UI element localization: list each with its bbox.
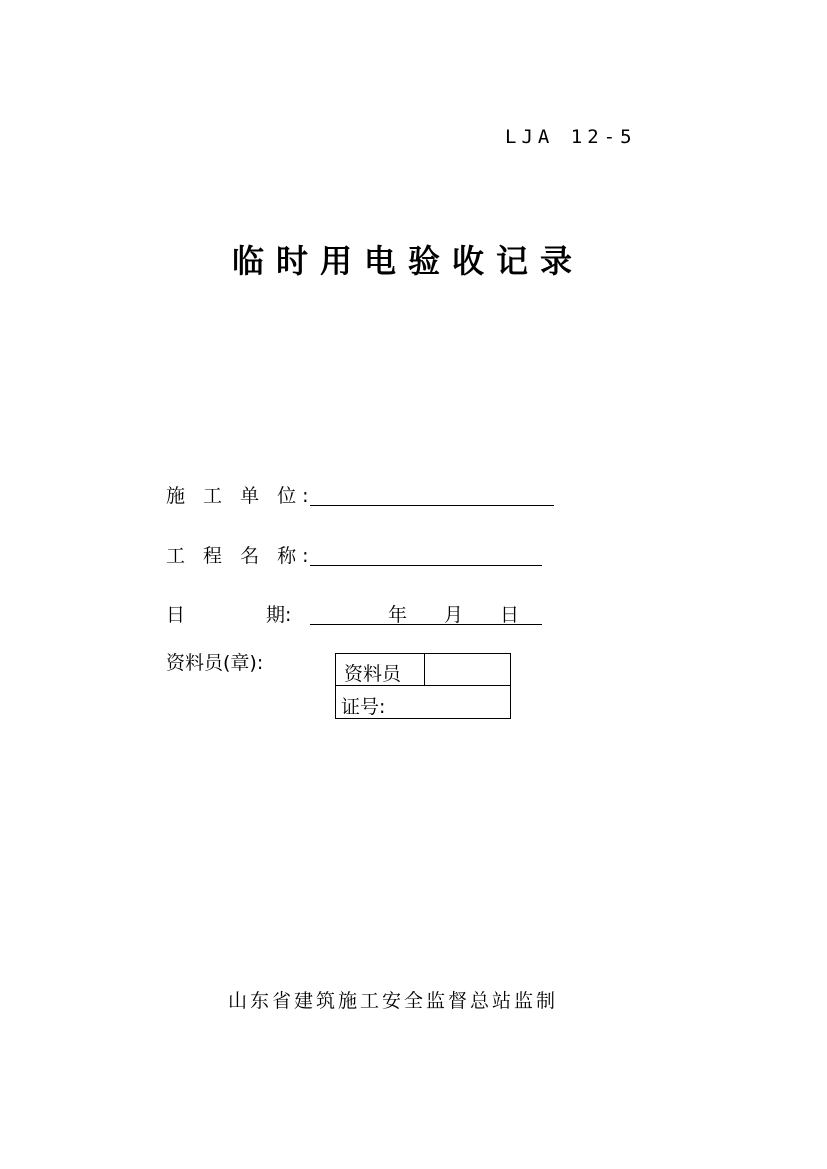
- project-name-label: 工 程 名 称:: [166, 545, 315, 567]
- construction-unit-label: 施 工 单 位:: [166, 485, 315, 507]
- form-code: LJA 12-5: [505, 126, 637, 148]
- stamp-box-title: 资料员: [344, 663, 402, 685]
- date-row: [166, 600, 546, 626]
- date-year: 年: [388, 604, 408, 626]
- stamp-box-cert-label: 证号:: [341, 696, 386, 718]
- project-name-line[interactable]: [310, 565, 542, 566]
- date-label-ri: 日: [166, 604, 186, 626]
- document-title: 临时用电验收记录: [232, 242, 585, 280]
- stamp-box: [335, 653, 511, 719]
- stamp-label: 资料员(章):: [166, 652, 264, 674]
- supervisor-footer: 山东省建筑施工安全监督总站监制: [228, 990, 559, 1012]
- date-month: 月: [444, 604, 464, 626]
- construction-unit-line[interactable]: [310, 505, 554, 506]
- date-label-qi: 期:: [266, 604, 292, 626]
- date-day: 日: [500, 604, 520, 626]
